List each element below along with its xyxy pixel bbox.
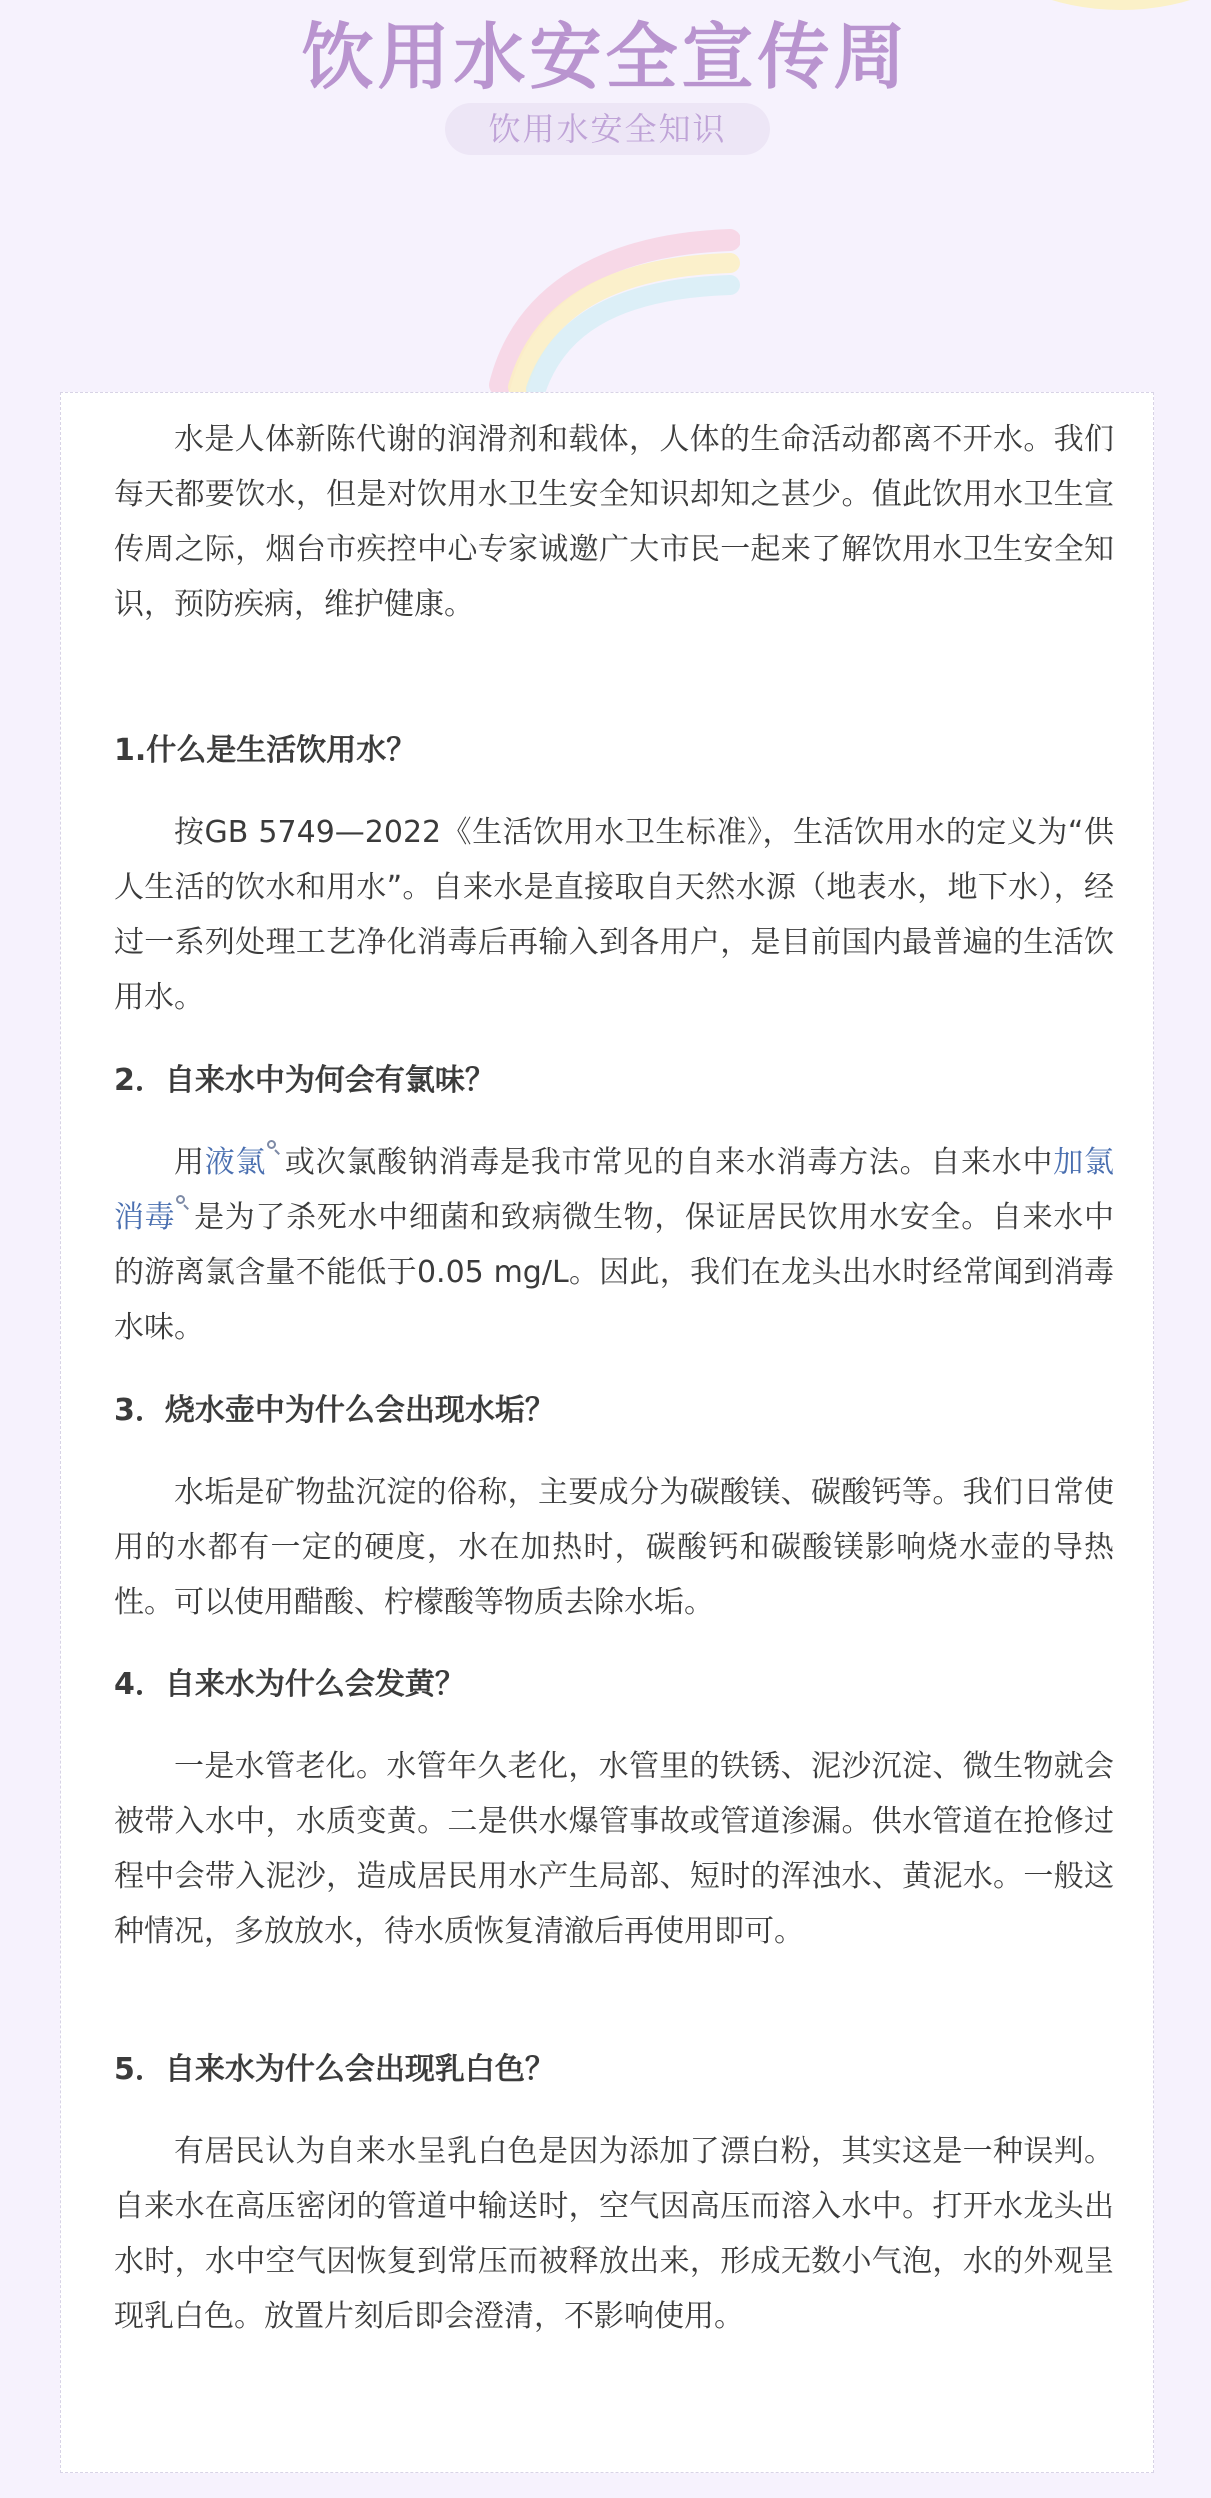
article-intro-block bbox=[114, 412, 1114, 632]
q1-body-block bbox=[114, 805, 1114, 1025]
q5-block bbox=[114, 2042, 1114, 2097]
sun-decoration bbox=[991, 0, 1211, 10]
banner-subtitle: 饮用水安全知识 bbox=[445, 103, 770, 155]
q2-body-post: 是为了杀死水中细菌和致病微生物，保证居民饮用水安全。自来水中的游离氯含量不能低于0.05 mg/L。因此，我们在龙头出水时经常闻到消毒水味。 bbox=[114, 1200, 1114, 1345]
article-intro: 水是人体新陈代谢的润滑剂和载体，人体的生命活动都离不开水。我们每天都要饮水，但是对饮用水卫生安全知识却知之甚少。值此饮用水卫生宣传周之际，烟台市疾控中心专家诚邀广大市民一起来了解饮用水卫生安全知识，预防疾病，维护健康。 bbox=[114, 422, 1114, 622]
q1-block bbox=[114, 723, 1114, 778]
q1-heading: 1.什么是生活饮用水？ bbox=[114, 733, 417, 768]
q4-body-block bbox=[114, 1739, 1114, 1959]
q3-block bbox=[114, 1383, 1114, 1438]
search-icon[interactable] bbox=[266, 1139, 282, 1155]
rainbow-decoration bbox=[480, 225, 740, 395]
link-chlorination[interactable]: 加氯消毒 bbox=[114, 1145, 1115, 1235]
q4-block bbox=[114, 1657, 1114, 1712]
q3-body-block bbox=[114, 1465, 1114, 1630]
q3-heading: 3．烧水壶中为什么会出现水垢？ bbox=[114, 1393, 555, 1428]
q2-body-pre: 用 bbox=[174, 1145, 205, 1180]
q2-block bbox=[114, 1053, 1114, 1108]
link-liquid-chlorine[interactable]: 液氯 bbox=[204, 1145, 267, 1180]
q3-body: 水垢是矿物盐沉淀的俗称，主要成分为碳酸镁、碳酸钙等。我们日常使用的水都有一定的硬度，水在加热时，碳酸钙和碳酸镁影响烧水壶的导热性。可以使用醋酸、柠檬酸等物质去除水垢。 bbox=[114, 1475, 1114, 1620]
q2-body-mid: 或次氯酸钠消毒是我市常见的自来水消毒方法。自来水中 bbox=[284, 1145, 1054, 1180]
q1-body: 按GB 5749—2022《生活饮用水卫生标准》，生活饮用水的定义为“供人生活的饮水和用水”。自来水是直接取自天然水源（地表水，地下水），经过一系列处理工艺净化消毒后再输入到各用户，是目前国内最普遍的生活饮用水。 bbox=[114, 815, 1114, 1015]
q2-body-block bbox=[114, 1135, 1114, 1355]
banner-title: 饮用水安全宣传周 bbox=[301, 15, 910, 99]
q5-body-block bbox=[114, 2124, 1114, 2344]
q5-heading: 5．自来水为什么会出现乳白色？ bbox=[114, 2052, 555, 2087]
q4-body: 一是水管老化。水管年久老化，水管里的铁锈、泥沙沉淀、微生物就会被带入水中，水质变黄。二是供水爆管事故或管道渗漏。供水管道在抢修过程中会带入泥沙，造成居民用水产生局部、短时的浑浊水、黄泥水。一般这种情况，多放放水，待水质恢复清澈后再使用即可。 bbox=[114, 1749, 1114, 1949]
q5-body: 有居民认为自来水呈乳白色是因为添加了漂白粉，其实这是一种误判。自来水在高压密闭的管道中输送时，空气因高压而溶入水中。打开水龙头出水时，水中空气因恢复到常压而被释放出来，形成无数小气泡，水的外观呈现乳白色。放置片刻后即会澄清，不影响使用。 bbox=[114, 2134, 1114, 2334]
q2-heading: 2．自来水中为何会有氯味？ bbox=[114, 1063, 495, 1098]
q2-body bbox=[114, 1135, 1114, 1355]
q4-heading: 4．自来水为什么会发黄？ bbox=[114, 1667, 465, 1702]
search-icon[interactable] bbox=[175, 1194, 191, 1210]
